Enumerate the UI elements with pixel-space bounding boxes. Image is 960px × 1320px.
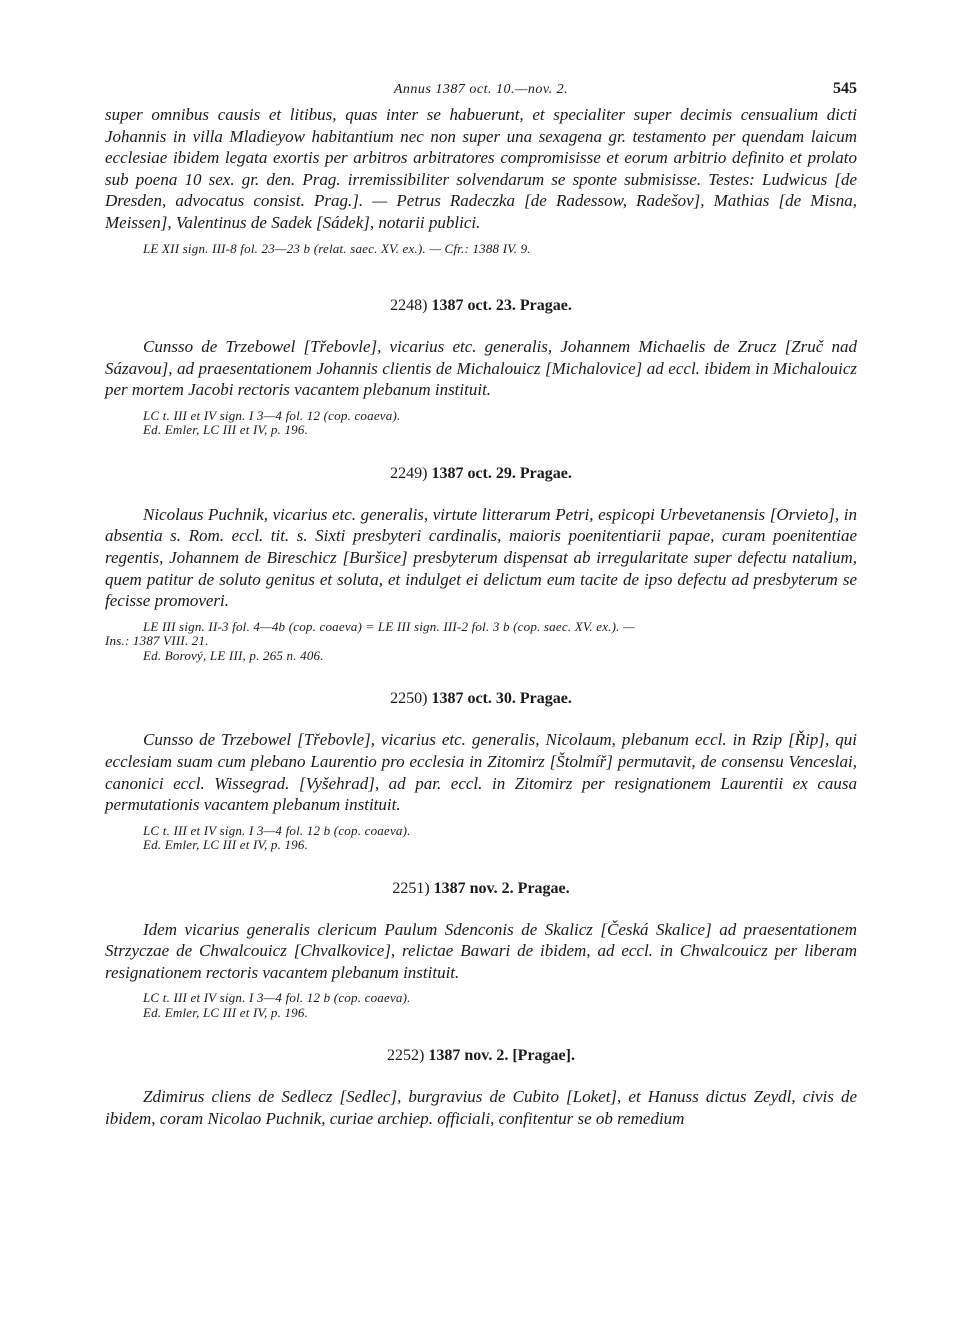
entry-text: Cunsso de Trzebowel [Třebovle], vicarius etc. generalis, Johannem Michaelis de Zrucz [Zruč nad Sázavou], ad praesentationem Johannis clientis de Michalouicz [Michalovice] ad eccl. ibidem in Michalouicz per mortem Jacobi rectoris vacantem plebanum instituit. bbox=[105, 337, 857, 400]
entry-text: Cunsso de Trzebowel [Třebovle], vicarius etc. generalis, Nicolaum, plebanum eccl. in Rzip [Řip], qui ecclesiam suam cum plebano Laurentio pro ecclesia in Zitomirz [Štolmíř] permutavit, de consensu Venceslai, canonici eccl. Wissegrad. [Vyšehrad], ad par. eccl. in Zitomirz per resignationem Laurentii ex causa permutationis vacantem plebanum instituit. bbox=[105, 730, 857, 815]
entry-heading bbox=[105, 1046, 857, 1066]
source-note bbox=[105, 409, 857, 438]
document-page bbox=[105, 78, 857, 1130]
entry-date: 1387 nov. 2. Pragae. bbox=[433, 879, 570, 897]
entry-date: 1387 oct. 30. Pragae. bbox=[431, 690, 572, 708]
source-line: LC t. III et IV sign. I 3—4 fol. 12 b (cop. coaeva). bbox=[143, 990, 411, 1006]
continuation-entry bbox=[105, 104, 857, 256]
source-line: Ed. Borový, LE III, p. 265 n. 406. bbox=[143, 647, 324, 663]
source-note bbox=[105, 242, 857, 257]
source-note bbox=[105, 620, 857, 664]
source-line: Ins.: 1387 VIII. 21. bbox=[105, 633, 209, 649]
entry-heading bbox=[105, 689, 857, 709]
source-line: Ed. Emler, LC III et IV, p. 196. bbox=[143, 837, 309, 853]
source-line: Ed. Emler, LC III et IV, p. 196. bbox=[143, 1004, 309, 1020]
entry-date: 1387 nov. 2. [Pragae]. bbox=[428, 1047, 575, 1065]
entry-text: Zdimirus cliens de Sedlecz [Sedlec], burgravius de Cubito [Loket], et Hanuss dictus Zeydl, civis de ibidem, coram Nicolao Puchnik, curiae archiep. officiali, confitentur se ob remedium bbox=[105, 1087, 857, 1129]
page-number: 545 bbox=[833, 80, 857, 97]
source-line: LE XII sign. III-8 fol. 23—23 b (relat. saec. XV. ex.). — Cfr.: 1388 IV. 9. bbox=[143, 240, 531, 256]
source-line: LC t. III et IV sign. I 3—4 fol. 12 b (cop. coaeva). bbox=[143, 822, 411, 838]
entry-heading bbox=[105, 464, 857, 484]
entry-text: Nicolaus Puchnik, vicarius etc. generalis, virtute litterarum Petri, espicopi Urbevetanensis [Orvieto], in absentia s. Rom. eccl. tit. s. Sixti presbyteri cardinalis, maioris poenitentiarii papae, curam poenitentiae regentis, Johannem de Bireschicz [Buršice] presbyterum dispensat ab irregularitate super defectu natalium, quem patitur de soluto genitus et soluta, et indulget ei delictum eum tacite de ipso defectu ad presbyterum se fecisse promoveri. bbox=[105, 504, 857, 611]
source-line: Ed. Emler, LC III et IV, p. 196. bbox=[143, 422, 309, 438]
source-note bbox=[105, 991, 857, 1020]
entry-2251 bbox=[105, 879, 857, 1021]
entry-text: Idem vicarius generalis clericum Paulum Sdenconis de Skalicz [Česká Skalice] ad praesentationem Strzyczae de Chwalcouicz [Chvalkovice], relictae Bawari de ibidem, ad eccl. in Chwalcouicz per liberam resignationem rectoris vacantem plebanum instituit. bbox=[105, 919, 857, 982]
entry-2252 bbox=[105, 1046, 857, 1129]
entry-2248 bbox=[105, 296, 857, 438]
continuation-text: super omnibus causis et litibus, quas inter se habuerunt, et specialiter super decimis censualium dicti Johannis in villa Mladieyow habitantium nec non super una sexagena gr. testamento per quendam laicum ecclesiae ibidem legata exortis per arbitros arbitratores compromisisse et eorum arbitrio definito et prolato sub poena 10 sex. gr. den. Prag. irremissibiliter solvendarum se sponte submisisse. Testes: Ludwicus [de Dresden, advocatus consist. Prag.]. — Petrus Radeczka [de Radessow, Radešov], Mathias [de Misna, Meissen], Valentinus de Sadek [Sádek], notarii publici. bbox=[105, 105, 857, 232]
source-line: LC t. III et IV sign. I 3—4 fol. 12 (cop. coaeva). bbox=[143, 407, 401, 423]
entry-number: 2251) bbox=[392, 879, 430, 897]
entry-number: 2248) bbox=[390, 297, 428, 315]
running-head bbox=[105, 78, 857, 104]
running-title: Annus 1387 oct. 10.—nov. 2. bbox=[393, 82, 569, 97]
source-note bbox=[105, 824, 857, 853]
entry-date: 1387 oct. 23. Pragae. bbox=[431, 297, 572, 315]
entry-date: 1387 oct. 29. Pragae. bbox=[431, 464, 572, 482]
entry-heading bbox=[105, 296, 857, 316]
entry-2250 bbox=[105, 689, 857, 852]
entry-number: 2252) bbox=[387, 1047, 425, 1065]
source-line: LE III sign. II-3 fol. 4—4b (cop. coaeva) = LE III sign. III-2 fol. 3 b (cop. saec. XV. ex.). — bbox=[143, 618, 635, 634]
entry-number: 2249) bbox=[390, 464, 428, 482]
entry-2249 bbox=[105, 464, 857, 663]
entry-heading bbox=[105, 879, 857, 899]
entry-number: 2250) bbox=[390, 690, 428, 708]
